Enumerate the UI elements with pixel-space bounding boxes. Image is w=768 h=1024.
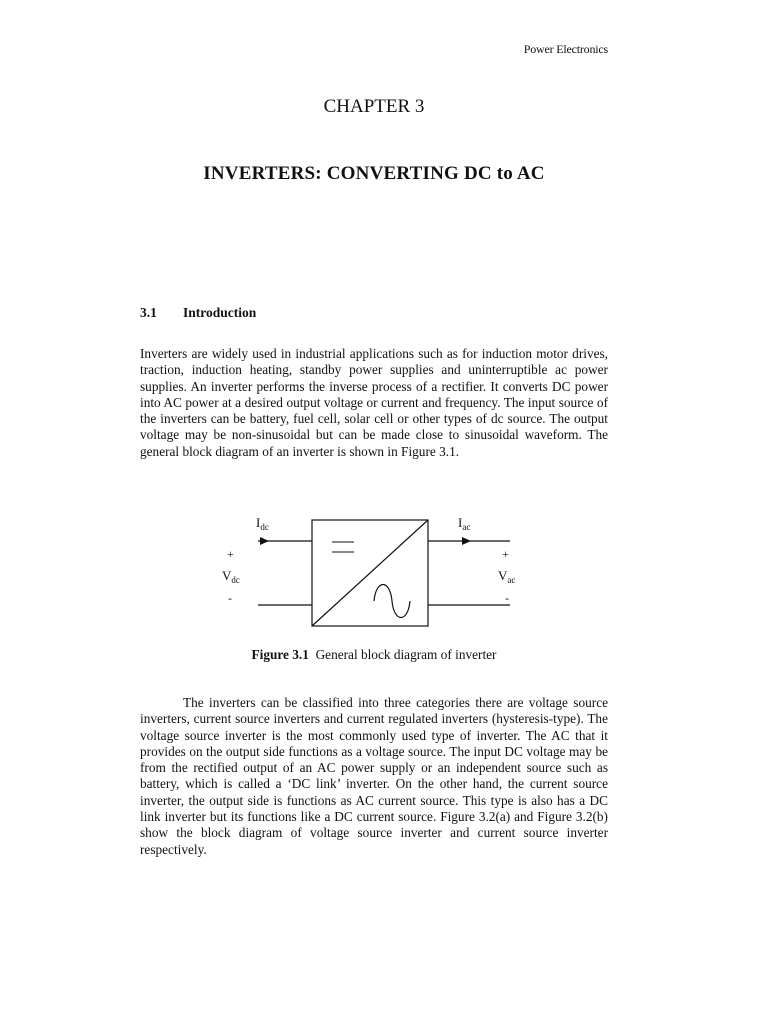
section-heading — [140, 305, 256, 321]
paragraph-intro: Inverters are widely used in industrial applications such as for induction motor drives, traction, induction heating, standby power supplies and uninterruptible ac power supplies. An inverter performs the inverse process of a rectifier. It converts DC power into AC power at a desired output voltage or current and frequency. The input source of the inverters can be battery, fuel cell, solar cell or other types of dc source. The output voltage may be non-sinusoidal but can be made close to sinusoidal waveform. The general block diagram of an inverter is shown in Figure 3.1. — [140, 346, 608, 459]
input-current-arrow-icon — [260, 537, 269, 545]
paragraph-classification: The inverters can be classified into three categories there are voltage source inverters, current source inverters and current regulated inverters (hysteresis-type). The voltage source inverter is the most commonly used type of inverter. The AC that it provides on the output side functions as a voltage source. The input DC voltage may be from the rectified output of an AC power supply or an independent source such as battery, which is called a ‘DC link’ inverter. On the other hand, the current source inverter, the output side is functions as AC current source. This type is also has a DC link inverter but its functions like a DC current source. Figure 3.2(a) and Figure 3.2(b) show the block diagram of voltage source inverter and current source inverter respectively. — [140, 695, 608, 857]
section-title: Introduction — [183, 305, 257, 320]
input-voltage-label: $V_{dc}$ — [222, 568, 240, 585]
inverter-block-diagram — [200, 505, 540, 640]
figure-caption-label: Figure 3.1 — [251, 647, 309, 662]
inverter-diagram-svg — [200, 505, 540, 640]
chapter-title: INVERTERS: CONVERTING DC to AC — [203, 163, 545, 184]
figure-caption-text: General block diagram of inverter — [315, 647, 497, 662]
section-number: 3.1 — [140, 305, 157, 320]
figure-caption — [0, 647, 748, 663]
output-voltage-label: $V_{ac}$ — [498, 568, 516, 585]
input-minus-sign: - — [228, 591, 232, 605]
chapter-label: CHAPTER 3 — [323, 96, 425, 117]
output-plus-sign: + — [502, 547, 509, 561]
input-plus-sign: + — [227, 547, 234, 561]
block-diagonal — [312, 520, 428, 626]
running-header: Power Electronics — [523, 42, 608, 56]
output-current-arrow-icon — [462, 537, 471, 545]
sine-wave-symbol-icon — [374, 585, 410, 618]
output-current-label: $I_{ac}$ — [458, 515, 471, 532]
output-minus-sign: - — [505, 591, 509, 605]
dc-equals-symbol-icon — [332, 542, 354, 552]
input-current-label: $I_{dc}$ — [256, 515, 269, 532]
